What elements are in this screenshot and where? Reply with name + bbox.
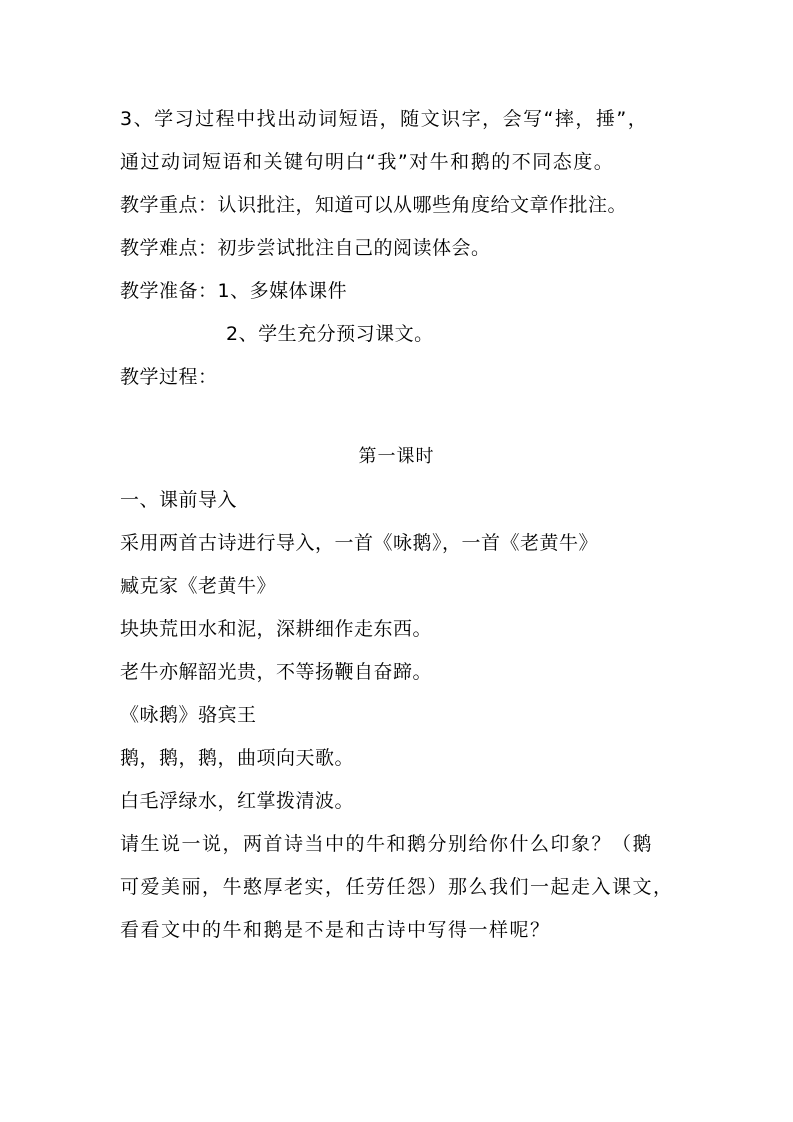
objective-3-line-1: 3、学习过程中找出动词短语，随文识字，会写“摔，捶”， [120,108,649,130]
teaching-preparation-2: 2、学生充分预习课文。 [226,323,434,345]
section-heading-intro: 一、课前导入 [120,489,238,511]
teaching-difficulty: 教学难点：初步尝试批注自己的阅读体会。 [120,237,491,259]
discussion-line-3: 看看文中的牛和鹅是不是和古诗中写得一样呢？ [120,919,551,941]
poem-line-4: 白毛浮绿水，红掌拨清波。 [120,790,355,812]
poem-line-2: 老牛亦解韶光贵，不等扬鞭自奋蹄。 [120,661,433,683]
teaching-process-heading: 教学过程： [120,366,218,388]
poem-line-3: 鹅，鹅，鹅，曲项向天歌。 [120,747,355,769]
teaching-key-point: 教学重点：认识批注，知道可以从哪些角度给文章作批注。 [120,194,628,216]
teaching-preparation-1: 教学准备：1、多媒体课件 [120,280,348,302]
discussion-line-1: 请生说一说，两首诗当中的牛和鹅分别给你什么印象？（鹅 [120,833,654,855]
poem-title-lao-huang-niu: 臧克家《老黄牛》 [120,575,277,597]
lesson-title: 第一课时 [358,446,435,467]
poem-line-1: 块块荒田水和泥，深耕细作走东西。 [120,618,433,640]
intro-description: 采用两首古诗进行导入，一首《咏鹅》，一首《老黄牛》 [120,532,599,554]
objective-3-line-2: 通过动词短语和关键句明白“我”对牛和鹅的不同态度。 [120,151,615,173]
discussion-line-2: 可爱美丽，牛憨厚老实，任劳任怨）那么我们一起走入课文， [120,876,674,898]
poem-title-yong-e: 《咏鹅》骆宾王 [120,704,257,726]
